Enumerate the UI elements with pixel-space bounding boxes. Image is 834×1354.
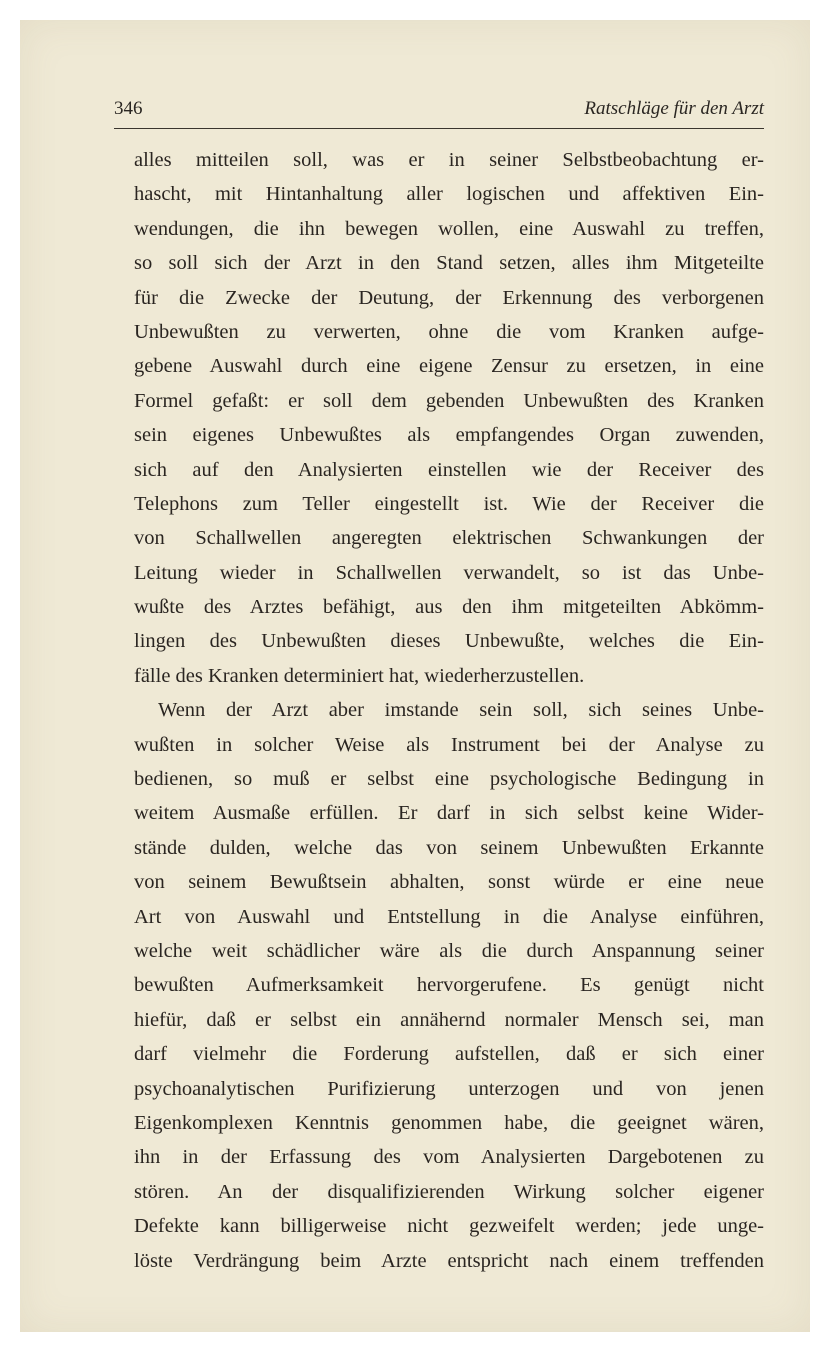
text-line: Art von Auswahl und Entstellung in die Analyse einführen,	[134, 905, 764, 928]
paragraph-start-line: Wenn der Arzt aber imstande sein soll, sich seines Unbe-	[158, 699, 764, 722]
text-line: darf vielmehr die Forderung aufstellen, daß er sich einer	[134, 1043, 764, 1066]
text-line: alles mitteilen soll, was er in seiner Selbstbeobachtung er-	[134, 149, 764, 171]
text-line: Unbewußten zu verwerten, ohne die vom Kranken aufge-	[134, 320, 764, 343]
text-line: sein eigenes Unbewußtes als empfangendes Organ zuwenden,	[134, 424, 764, 447]
text-line: Eigenkomplexen Kenntnis genommen habe, die geeignet wären,	[134, 1111, 764, 1134]
text-line: Formel gefaßt: er soll dem gebenden Unbewußten des Kranken	[134, 389, 764, 412]
running-title: Ratschläge für den Arzt	[584, 98, 764, 119]
text-line: so soll sich der Arzt in den Stand setzen, alles ihm Mitgeteilte	[134, 252, 764, 275]
text-line: Leitung wieder in Schallwellen verwandelt, so ist das Unbe-	[134, 561, 764, 584]
text-line: gebene Auswahl durch eine eigene Zensur zu ersetzen, in eine	[134, 355, 764, 378]
text-line: bewußten Aufmerksamkeit hervorgerufene. Es genügt nicht	[134, 974, 764, 997]
header-rule	[114, 128, 764, 129]
text-line: von Schallwellen angeregten elektrischen Schwankungen der	[134, 527, 764, 550]
text-line: weitem Ausmaße erfüllen. Er darf in sich selbst keine Wider-	[134, 802, 764, 825]
page-header	[114, 98, 764, 126]
text-line: psychoanalytischen Purifizierung unterzogen und von jenen	[134, 1077, 764, 1100]
text-line: wußten in solcher Weise als Instrument bei der Analyse zu	[134, 733, 764, 756]
text-line: welche weit schädlicher wäre als die durch Anspannung seiner	[134, 939, 764, 962]
text-line: stören. An der disqualifizierenden Wirkung solcher eigener	[134, 1180, 764, 1203]
text-line: hascht, mit Hintanhaltung aller logischen und affektiven Ein-	[134, 183, 764, 206]
text-line: für die Zwecke der Deutung, der Erkennung des verborgenen	[134, 286, 764, 309]
text-line: Telephons zum Teller eingestellt ist. Wie der Receiver die	[134, 492, 764, 515]
text-line: löste Verdrängung beim Arzte entspricht nach einem treffenden	[134, 1249, 764, 1272]
text-line: sich auf den Analysierten einstellen wie der Receiver des	[134, 458, 764, 481]
text-line: bedienen, so muß er selbst eine psychologische Bedingung in	[134, 768, 764, 791]
text-line: hiefür, daß er selbst ein annähernd normaler Mensch sei, man	[134, 1008, 764, 1031]
text-line: ihn in der Erfassung des vom Analysierten Dargebotenen zu	[134, 1146, 764, 1169]
text-line: Defekte kann billigerweise nicht gezweifelt werden; jede unge-	[134, 1215, 764, 1238]
body-text	[134, 143, 764, 1278]
text-line: lingen des Unbewußten dieses Unbewußte, welches die Ein-	[134, 630, 764, 653]
paragraph-end-line: fälle des Kranken determiniert hat, wiederherzustellen.	[134, 664, 585, 687]
text-line: wendungen, die ihn bewegen wollen, eine Auswahl zu treffen,	[134, 217, 764, 240]
text-line: stände dulden, welche das von seinem Unbewußten Erkannte	[134, 836, 764, 859]
text-line: wußte des Arztes befähigt, aus den ihm mitgeteilten Abkömm-	[134, 596, 764, 619]
page-number: 346	[114, 98, 143, 119]
text-line: von seinem Bewußtsein abhalten, sonst würde er eine neue	[134, 871, 764, 894]
